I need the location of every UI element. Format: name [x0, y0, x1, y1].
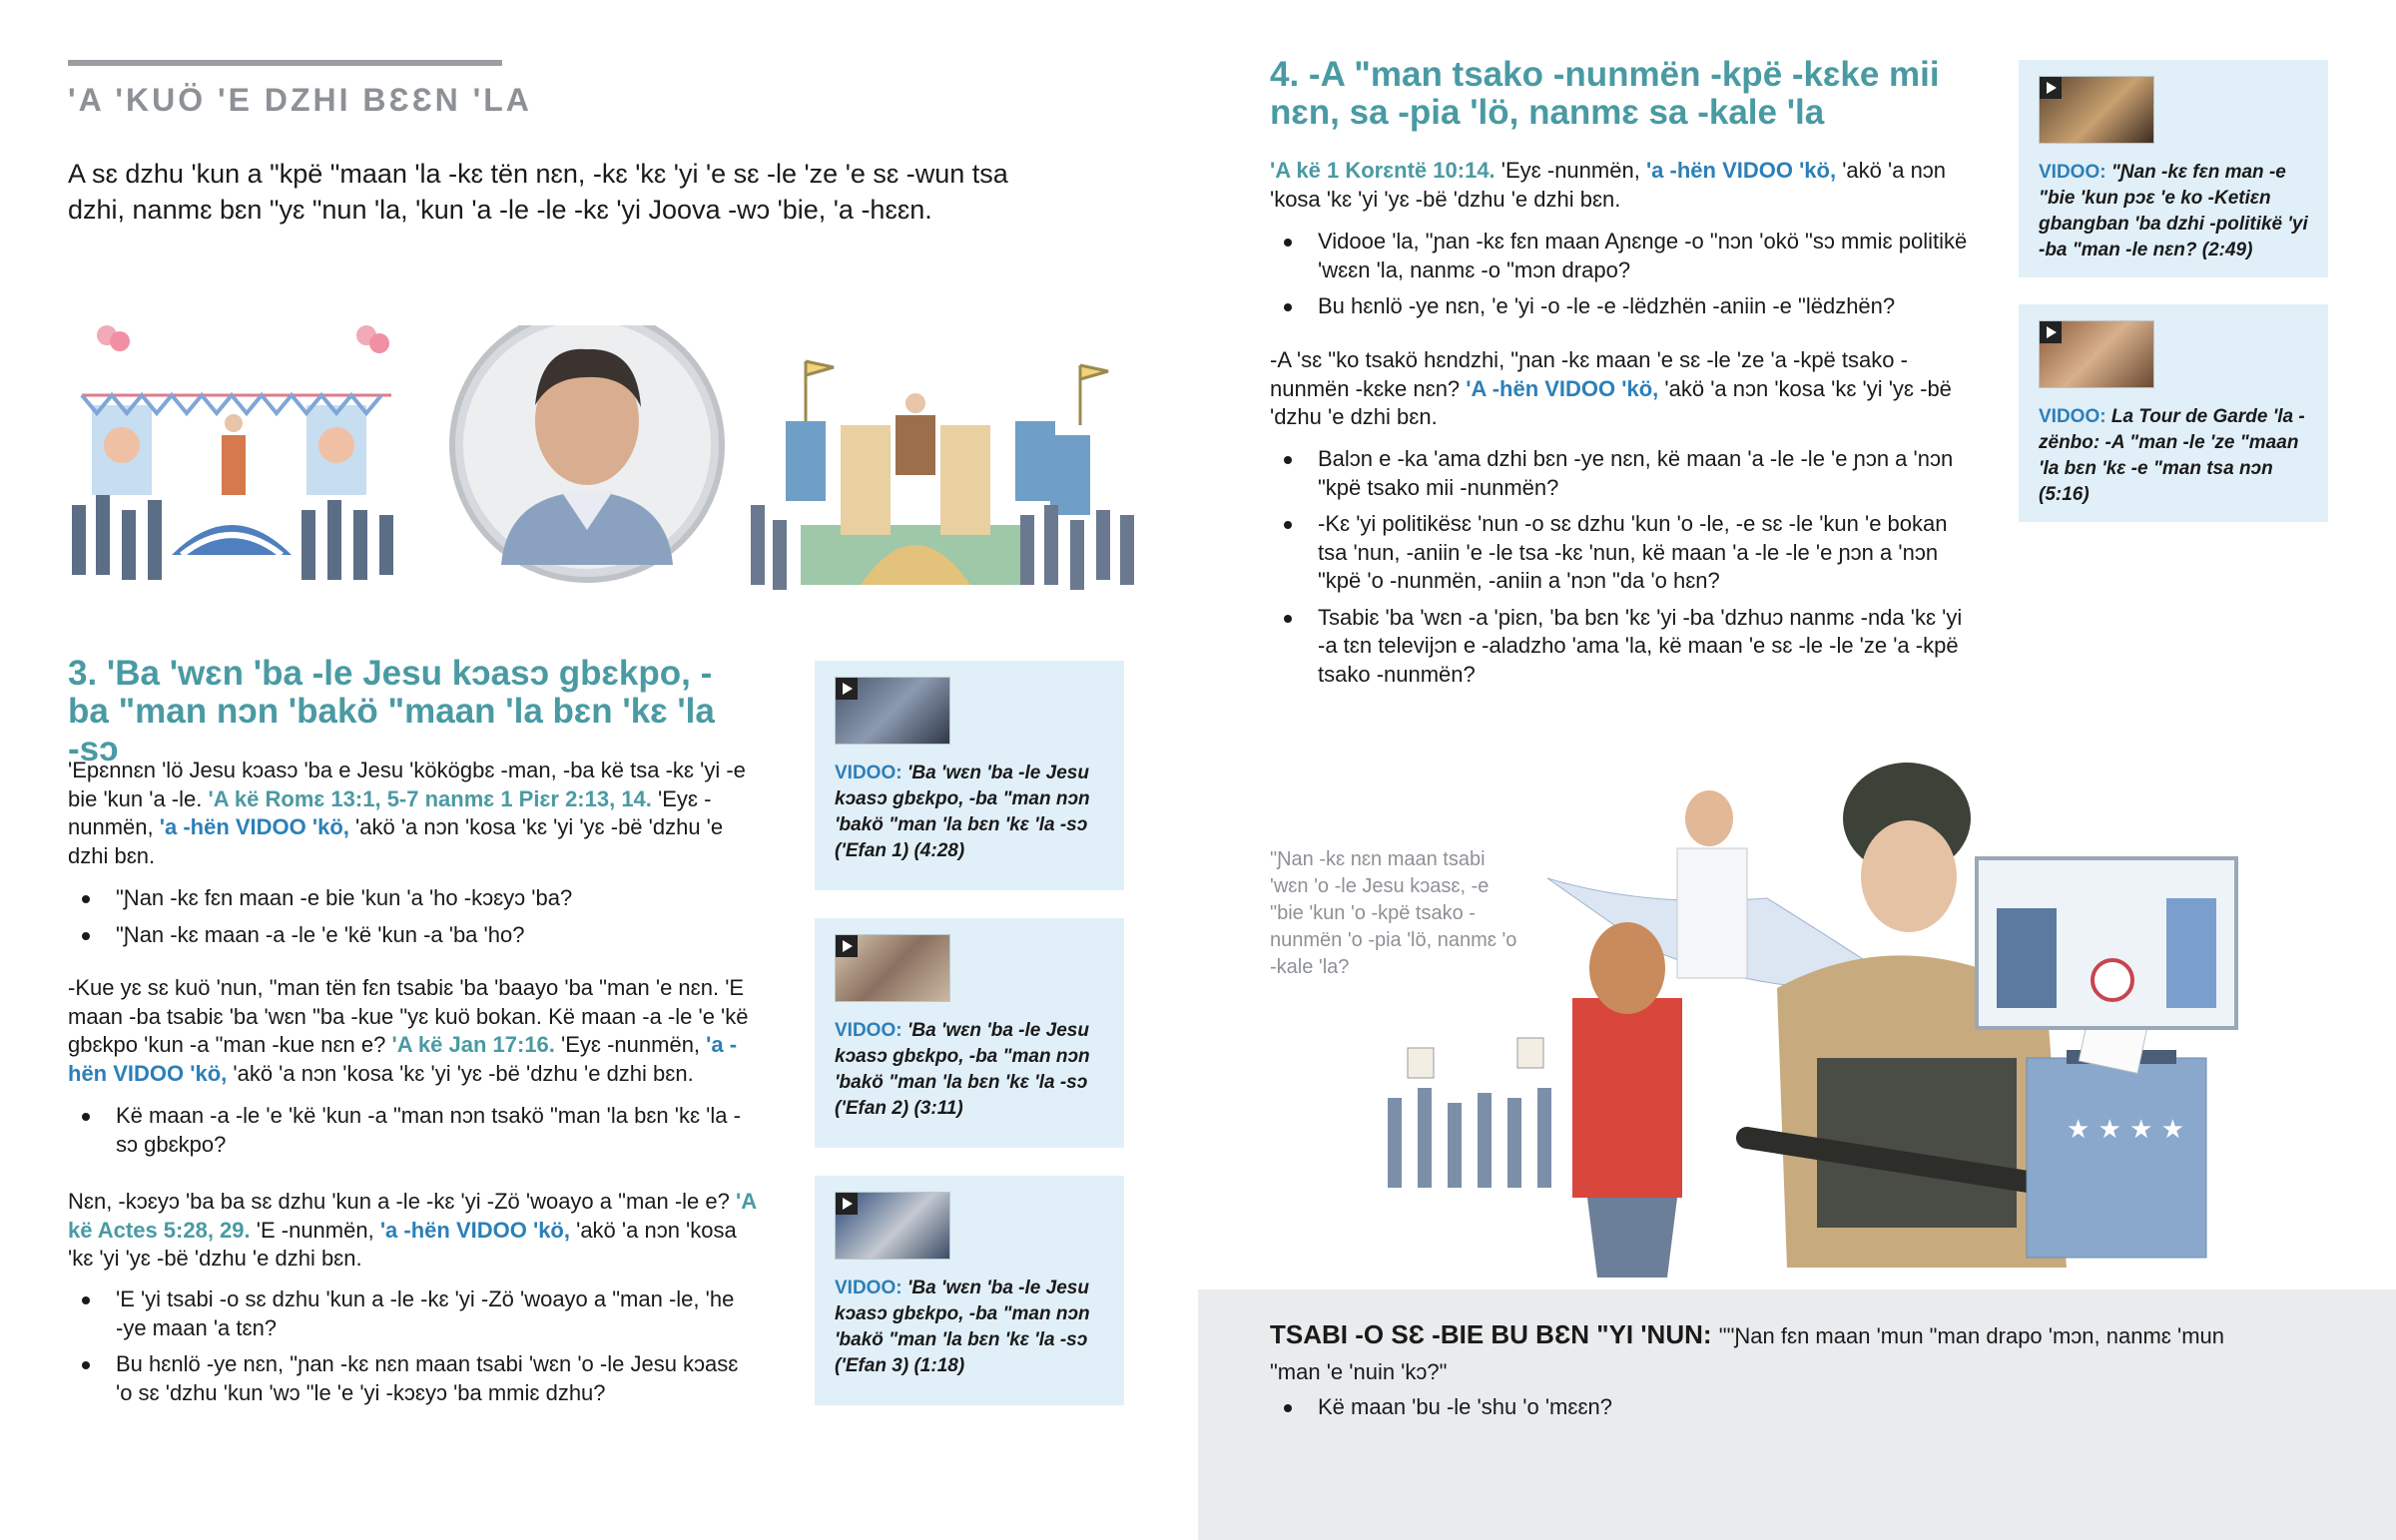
video-caption: [2039, 404, 2314, 508]
s3-p3-tail: 'akö 'a nɔn 'kosa 'kɛ 'yi 'yɛ -bë 'dzhu 'e dzhi bɛn.: [68, 1217, 737, 1271]
section3-questions-2: [68, 1102, 747, 1167]
s3-p1-text: 'Epɛnnɛn 'lö Jesu kɔasɔ 'ba e Jesu 'kökögbɛ -man, -ba kë tsa -kɛ 'yi -e bie 'kun 'a -le.: [68, 758, 746, 811]
lesson-kicker: 'A 'KUÖ 'E DZHI BƐƐN 'LA: [68, 82, 532, 118]
play-icon[interactable]: [836, 935, 858, 957]
video-caption: [835, 1276, 1110, 1379]
section4-paragraph1: [1270, 157, 1959, 214]
section3-paragraph1: [68, 757, 747, 870]
s3-p3-text: Nɛn, -kɔɛyɔ 'ba ba sɛ dzhu 'kun a -le -kɛ 'yi -Zö 'woayo a "man -le e?: [68, 1189, 730, 1214]
s3-p2-video-link[interactable]: 'a -hën VIDOO 'kö,: [68, 1032, 738, 1086]
saluting-man: [1677, 790, 1747, 978]
play-icon[interactable]: [2040, 321, 2062, 343]
video-card-episode-2[interactable]: [815, 918, 1124, 1148]
illustration-caption: "Ɲan -kɛ nɛn maan tsabi 'wɛn 'o -le Jesu kɔasɛ, -e "bie 'kun 'o -kpë tsako -nunmën 'o -pia 'lö, nanmɛ 'o -kale 'la?: [1270, 848, 1517, 978]
s4-p1-prompt: 'Eyɛ -nunmën,: [1500, 158, 1640, 183]
list-item: Balɔn e -ka 'ama dzhi bɛn -ye nɛn, kë maan 'a -le -le 'e ɲɔn a 'nɔn "kpë tsako mii -nunmën?: [1270, 445, 1969, 502]
video-thumbnail[interactable]: [835, 934, 950, 1002]
section3-paragraph2: [68, 974, 757, 1088]
s3-p1-video-link[interactable]: 'a -hën VIDOO 'kö,: [159, 814, 349, 839]
s3-p1-tail: 'akö 'a nɔn 'kosa 'kɛ 'yi 'yɛ -bë 'dzhu 'e dzhi bɛn.: [68, 814, 724, 868]
list-item: "Ɲan -kɛ fɛn maan -e bie 'kun 'a 'ho -kɔɛyɔ 'ba?: [68, 884, 747, 913]
s4-p1-tail: 'akö 'a nɔn 'kosa 'kɛ 'yi 'yɛ -bë 'dzhu 'e dzhi bɛn.: [1270, 158, 1947, 212]
s4-p2-text: -A 'sɛ "ko tsakö hɛndzhi, "ɲan -kɛ maan 'e sɛ -le 'ze 'a -kpë tsako -nunmën -kɛke nɛn?: [1270, 347, 1908, 401]
video-label: VIDOO:: [835, 1278, 902, 1298]
video-label: VIDOO:: [835, 763, 902, 783]
video-label: VIDOO:: [835, 1020, 902, 1041]
intro-paragraph: A sɛ dzhu 'kun a "kpë "maan 'la -kɛ tën nɛn, -kɛ 'kɛ 'yi 'e sɛ -le 'ze 'e sɛ -wun tsa dzhi, nanmɛ bɛn "yɛ "nun 'la, 'kun 'a -le -le -kɛ 'yi Joova -wɔ 'bie, 'a -hɛɛn.: [68, 159, 1008, 225]
video-caption: [835, 1018, 1110, 1122]
neutrality-illustration: [1348, 759, 2326, 1287]
video-thumbnail[interactable]: [835, 1192, 950, 1260]
header-rule: [68, 60, 502, 66]
section4-paragraph2: [1270, 346, 1959, 432]
list-item: 'E 'yi tsabi -o sɛ dzhu 'kun a -le -kɛ 'yi -Zö 'woayo a "man -le, 'he -ye maan 'a tɛn?: [68, 1285, 747, 1342]
video-title[interactable]: 'Ba 'wɛn 'ba -le Jesu kɔasɔ gbɛkpo, -ba "man nɔn 'bakö "man 'la bɛn 'kɛ 'la -sɔ ('Efan 2) (3:11): [835, 1020, 1090, 1119]
list-item: -Kɛ 'yi politikësɛ 'nun -o sɛ dzhu 'kun 'o -le, -e sɛ -le 'kun 'e bokan tsa 'nun, -aniin 'e -le tsa -kɛ 'nun, kë maan 'a -le -le 'e ɲɔn a 'nɔn "kpë 'o -nunmën, -aniin a 'nɔn "da 'o hɛn?: [1270, 510, 1969, 596]
section4-questions-1: [1270, 228, 1969, 329]
discussion-questions: [1270, 1393, 2168, 1430]
s3-p2-prompt: 'Eyɛ -nunmën,: [561, 1032, 701, 1057]
section4-questions-2: [1270, 445, 1969, 697]
list-item: Kë maan -a -le 'e 'kë 'kun -a "man nɔn tsakö "man 'la bɛn 'kɛ 'la -sɔ gbɛkpo?: [68, 1102, 747, 1159]
s4-p1-reference[interactable]: 'A kë 1 Korɛntë 10:14.: [1270, 158, 1496, 183]
s3-p3-reference[interactable]: 'A kë Actes 5:28, 29.: [68, 1189, 757, 1243]
video-label: VIDOO:: [2039, 162, 2106, 183]
section3-questions-1: [68, 884, 747, 957]
protest-crowd: [1388, 1038, 1551, 1188]
discussion-title: TSABI -O SƐ -BIE BU BƐN "YI 'NUN:: [1270, 1319, 1712, 1349]
play-icon[interactable]: [836, 678, 858, 700]
video-thumbnail[interactable]: [2039, 320, 2154, 388]
video-title[interactable]: 'Ba 'wɛn 'ba -le Jesu kɔasɔ gbɛkpo, -ba "man nɔn 'bakö "man 'la bɛn 'kɛ 'la -sɔ ('Efan 3) (1:18): [835, 1278, 1090, 1376]
video-thumbnail[interactable]: [835, 677, 950, 745]
video-card-episode-1[interactable]: [815, 661, 1124, 890]
s3-p3-prompt: 'E -nunmën,: [256, 1217, 374, 1243]
list-item: Tsabiɛ 'ba 'wɛn -a 'piɛn, 'ba bɛn 'kɛ 'yi -ba 'dzhuɔ nanmɛ -nda 'kɛ 'yi -a tɛn televijɔn e -aladzho 'ama 'la, kë maan 'e sɛ -le -le 'ze 'a -kpë tsako -nunmën?: [1270, 604, 1969, 690]
svg-text:★ ★ ★ ★: ★ ★ ★ ★: [2067, 1115, 2185, 1145]
section3-questions-3: [68, 1285, 747, 1415]
video-card-episode-3[interactable]: [815, 1176, 1124, 1405]
list-item: Kë maan 'bu -le 'shu 'o 'mɛɛn?: [1270, 1393, 2168, 1422]
portrait: [452, 325, 722, 580]
list-item: Bu hɛnlö -ye nɛn, 'e 'yi -o -le -e -lëdzhën -aniin -e "lëdzhën?: [1270, 292, 1969, 321]
list-item: Bu hɛnlö -ye nɛn, "ɲan -kɛ nɛn maan tsabi 'wɛn 'o -le Jesu kɔasɛ 'o sɛ 'dzhu 'kun 'wɔ "le 'e 'yi -kɔɛyɔ 'ba mmiɛ dzhu?: [68, 1350, 747, 1407]
s3-p3-video-link[interactable]: 'a -hën VIDOO 'kö,: [379, 1217, 570, 1243]
play-icon[interactable]: [2040, 77, 2062, 99]
list-item: Vidooe 'la, "ɲan -kɛ fɛn maan Aɲɛnge -o "nɔn 'okö "sɔ mmiɛ politikë 'wɛɛn 'la, nanmɛ -o "mɔn drapo?: [1270, 228, 1969, 284]
list-item: "Ɲan -kɛ maan -a -le 'e 'kë 'kun -a 'ba 'ho?: [68, 921, 747, 950]
s4-p1-video-link[interactable]: 'a -hën VIDOO 'kö,: [1645, 158, 1837, 183]
video-card-watchtower[interactable]: [2019, 304, 2328, 522]
right-rally: [751, 361, 1134, 590]
left-rally: [72, 325, 393, 580]
s3-p2-reference[interactable]: 'A kë Jan 17:16.: [391, 1032, 555, 1057]
video-title[interactable]: 'Ba 'wɛn 'ba -le Jesu kɔasɔ gbɛkpo, -ba "man nɔn 'bakö "man 'la bɛn 'kɛ 'la -sɔ ('Efan 1) (4:28): [835, 763, 1090, 861]
section3-paragraph3: [68, 1188, 757, 1274]
play-icon[interactable]: [836, 1193, 858, 1215]
discussion-question: ""Ɲan fɛn maan 'mun "man drapo 'mɔn, nanmɛ 'mun "man 'e 'nuin 'kɔ?": [1270, 1323, 2224, 1384]
video-thumbnail[interactable]: [2039, 76, 2154, 144]
s4-p2-video-link[interactable]: 'A -hën VIDOO 'kö,: [1466, 375, 1659, 401]
s3-p2-tail: 'akö 'a nɔn 'kosa 'kɛ 'yi 'yɛ -bë 'dzhu 'e dzhi bɛn.: [233, 1060, 694, 1086]
section4-heading: 4. -A "man tsako -nunmën -kpë -kɛke mii nɛn, sa -pia 'lö, nanmɛ sa -kale 'la: [1270, 55, 1940, 132]
s4-p2-tail: 'akö 'a nɔn 'kosa 'kɛ 'yi 'yɛ -bë 'dzhu 'e dzhi bɛn.: [1270, 375, 1952, 429]
video-caption: [2039, 160, 2314, 263]
section3-heading: 3. 'Ba 'wɛn 'ba -le Jesu kɔasɔ gbɛkpo, -ba "man nɔn 'bakö "maan 'la bɛn 'kɛ 'la -sɔ: [68, 654, 715, 769]
video-title[interactable]: La Tour de Garde 'la -zënbo: -A "man -le 'ze "maan 'la bɛn 'kɛ -e "man tsa nɔn (5:16): [2039, 406, 2305, 505]
video-caption: [835, 761, 1110, 864]
video-card-christian-neutrality[interactable]: [2019, 60, 2328, 277]
s3-p1-reference[interactable]: 'A kë Romɛ 13:1, 5-7 nanmɛ 1 Piɛr 2:13, 14.: [208, 785, 652, 811]
s3-p2-text: -Kue yɛ sɛ kuö 'nun, "man tën fɛn tsabiɛ 'ba 'baayo 'ba "man 'e nɛn. 'E maan -ba tsabiɛ 'ba 'wɛn "ba -kue "yɛ kuö bokan. Kë maan -a -le 'e 'kë gbɛkpo 'kun -a "man -kue nɛn e?: [68, 975, 749, 1057]
tv-screen: [1977, 858, 2236, 1028]
video-title[interactable]: "Ɲan -kɛ fɛn man -e "bie 'kun pɔɛ 'e ko -Ketiɛn gbangban 'ba dzhi -politikë 'yi -ba "man -le nɛn? (2:49): [2039, 162, 2308, 260]
rally-illustration: [62, 325, 1160, 625]
discussion-prompt: [1270, 1317, 2228, 1389]
video-label: VIDOO:: [2039, 406, 2106, 427]
s3-p1-prompt: 'Eyɛ -nunmën,: [68, 785, 712, 839]
